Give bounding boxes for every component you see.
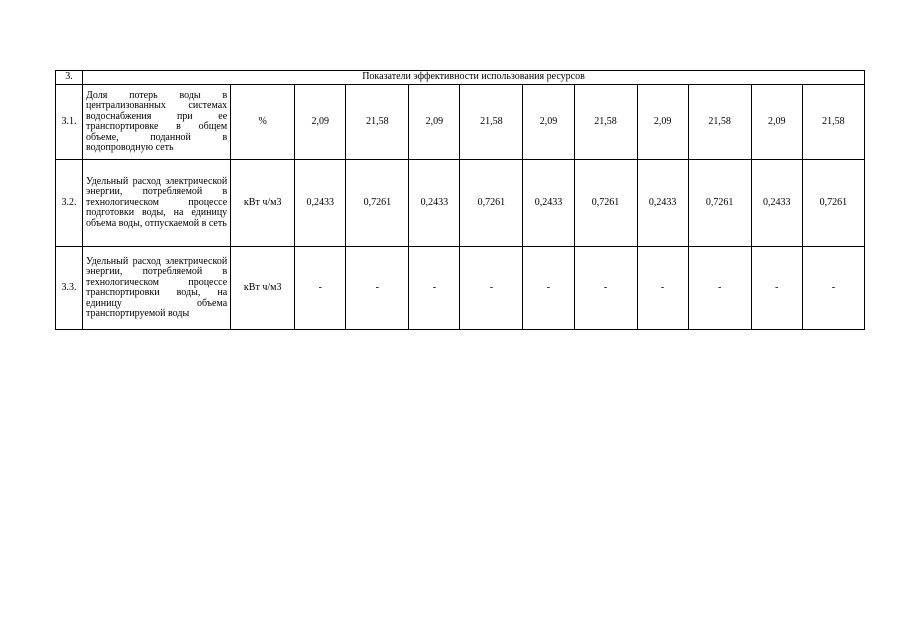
indicator-name: Удельный расход электрической энергии, потребляемой в технологическом процессе подготовки воды, на единицу объема воды, отпускаемой в сеть (83, 160, 231, 247)
value-cell: 2,09 (637, 85, 688, 160)
value-cell: 0,2433 (409, 160, 460, 247)
value-cell: 0,7261 (346, 160, 409, 247)
value-cell: - (295, 247, 346, 330)
row-number: 3.3. (56, 247, 83, 330)
value-cell: - (460, 247, 523, 330)
unit-cell: % (231, 85, 295, 160)
row-number: 3.2. (56, 160, 83, 247)
value-cell: - (523, 247, 574, 330)
value-cell: 2,09 (295, 85, 346, 160)
value-cell: 21,58 (460, 85, 523, 160)
value-cell: - (346, 247, 409, 330)
value-cell: - (751, 247, 802, 330)
table-row (56, 85, 865, 160)
value-cell: 2,09 (751, 85, 802, 160)
section-header-row (56, 71, 865, 85)
indicator-name: Доля потерь воды в централизованных системах водоснабжения при ее транспортировке в общем объеме, поданной в водопроводную сеть (83, 85, 231, 160)
value-cell: 21,58 (802, 85, 864, 160)
value-cell: - (574, 247, 637, 330)
value-cell: 2,09 (523, 85, 574, 160)
section-title: Показатели эффективности использования ресурсов (83, 71, 865, 85)
value-cell: 21,58 (688, 85, 751, 160)
value-cell: 0,7261 (460, 160, 523, 247)
row-number: 3.1. (56, 85, 83, 160)
value-cell: 0,2433 (637, 160, 688, 247)
value-cell: 0,7261 (574, 160, 637, 247)
indicators-table (55, 70, 865, 330)
value-cell: 21,58 (346, 85, 409, 160)
table-row (56, 247, 865, 330)
section-number: 3. (56, 71, 83, 85)
value-cell: 2,09 (409, 85, 460, 160)
value-cell: 0,7261 (688, 160, 751, 247)
unit-cell: кВт ч/м3 (231, 160, 295, 247)
value-cell: - (688, 247, 751, 330)
value-cell: - (802, 247, 864, 330)
value-cell: 0,7261 (802, 160, 864, 247)
value-cell: - (409, 247, 460, 330)
value-cell: 21,58 (574, 85, 637, 160)
value-cell: 0,2433 (751, 160, 802, 247)
indicator-name: Удельный расход электрической энергии, потребляемой в технологическом процессе транспортировки воды, на единицу объема транспортируемой воды (83, 247, 231, 330)
value-cell: - (637, 247, 688, 330)
table-row (56, 160, 865, 247)
value-cell: 0,2433 (523, 160, 574, 247)
unit-cell: кВт ч/м3 (231, 247, 295, 330)
value-cell: 0,2433 (295, 160, 346, 247)
